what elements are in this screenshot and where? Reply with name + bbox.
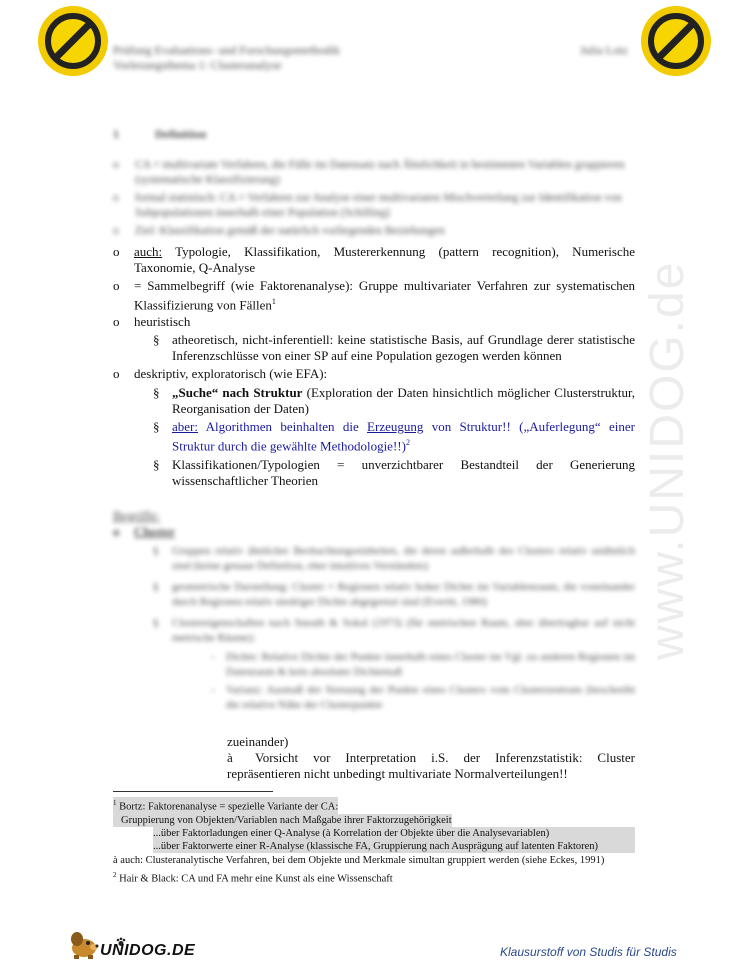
- auch-text: Typologie, Klassifikation, Mustererkennung (pattern recognition), Numerische Taxonomie, Q-Analyse: [134, 244, 635, 275]
- forbidden-sign-icon: [641, 6, 711, 76]
- list-item: o = Sammelbegriff (wie Faktorenanalyse): Gruppe multivariater Verfahren zur systematischen Klassifizierung von Fällen$^1$: [113, 278, 635, 313]
- suche-bold: „Suche“ nach Struktur: [172, 385, 303, 401]
- header-topic: Vorlesungsthema 1: Clusteranalyse: [113, 58, 282, 72]
- footnote-line: Gruppierung von Objekten/Variablen nach Maßgabe ihrer Faktorzugehörigkeit: [113, 814, 452, 827]
- list-item: o deskriptiv, exploratorisch (wie EFA):: [113, 366, 328, 382]
- footnote-1: $^1$ Bortz: Faktorenanalyse = spezielle Variante der CA:: [113, 799, 339, 813]
- sammelbegriff-text: = Sammelbegriff (wie Faktorenanalyse): Gruppe multivariater Verfahren zur systematischen Klassifizierung von Fällen: [134, 278, 635, 313]
- sub-item: § Klassifikationen/Typologien = unverzichtbarer Bestandteil der Generierung wissenschaftlicher Theorien: [153, 456, 635, 488]
- list-item: o Cluster: [113, 524, 176, 539]
- erzeugung-word: Erzeugung: [367, 419, 424, 435]
- aber-label: aber:: [172, 419, 198, 435]
- sub-item: § atheoretisch, nicht-inferentiell: keine statistische Basis, auf Grundlage derer statistische Inferenzschlüsse von einer SP auf eine Population gezogen werden können: [153, 332, 635, 364]
- deskriptiv-text: deskriptiv, exploratorisch (wie EFA):: [134, 366, 328, 382]
- footnote-2: $^2$ Hair & Black: CA und FA mehr eine Kunst als eine Wissenschaft: [113, 870, 393, 884]
- heuristisch-detail: atheoretisch, nicht-inferentiell: keine statistische Basis, auf Grundlage derer statistische Inferenzschlüsse von einer SP auf eine Population gezogen werden können: [172, 332, 635, 364]
- aber-text-end: von Struktur!! („Auferlegung“ einer Struktur durch die gewählte Methodologie!!): [172, 419, 635, 454]
- warning-note: [227, 750, 635, 782]
- klassifikation-text: Klassifikationen/Typologien = unverzichtbarer Bestandteil der Generierung wissenschaftlicher Theorien: [172, 456, 635, 488]
- sub-item: § Clustereigenschaften nach Sneath & Sokal (1973) (für metrischen Raum, aber übertragbar auf nicht metrische Räume):: [153, 617, 635, 644]
- unidog-logo: UNIDOG.DE: [100, 942, 196, 959]
- footnote-ref: 1: [271, 297, 276, 306]
- list-item: o auch: Typologie, Klassifikation, Mustererkennung (pattern recognition), Numerische Taxonomie, Q-Analyse: [113, 244, 635, 275]
- aber-text: Algorithmen beinhalten die: [197, 419, 368, 435]
- sub-item: § geometrische Darstellung: Cluster = Regionen relativ hoher Dichte im Variablenraum, die voneinander durch Regionen relativ niedriger Dichte abgegrenzt sind (Everitt, 1980): [153, 581, 635, 608]
- footnote-ref: 2: [405, 438, 410, 448]
- geometric-definition: geometrische Darstellung: Cluster = Regionen relativ hoher Dichte im Variablenraum, die voneinander durch Regionen relativ niedriger Dichte abgegrenzt sind (Everitt, 1980): [172, 581, 635, 608]
- footnotes: [113, 797, 635, 885]
- footnote-line: à auch: Clusteranalytische Verfahren, bei dem Objekte und Merkmale simultan gruppiert werden (siehe Eckes, 1991): [113, 854, 605, 866]
- footnote-line: ...über Faktorwerte einer R-Analyse (klassische FA, Gruppierung nach Ausprägung auf latenten Faktoren): [153, 840, 635, 853]
- dash-item: - Dichte: Relative Dichte der Punkte innerhalb eines Cluster im Vgl. zu anderen Regionen im Datenraum & kein absoluter Dichtemaß: [211, 651, 635, 678]
- footnote-line: ...über Faktorladungen einer Q-Analyse (à Korrelation der Objekte über die Analysevariablen): [153, 827, 635, 840]
- sub-item: § Gruppen relativ ähnlicher Beobachtungseinheiten, die deren außerhalb des Clusters relativ unähnlich sind (keine genaue Definition, eher intuitives Verständnis): [153, 545, 635, 572]
- begriffe-section: [113, 508, 635, 713]
- density-text: Dichte: Relative Dichte der Punkte innerhalb eines Cluster im Vgl. zu anderen Regionen im Datenraum & kein absoluter Dichtemaß: [226, 651, 635, 678]
- page-header: [113, 43, 473, 73]
- cluster-properties: Clustereigenschaften nach Sneath & Sokal (1973) (für metrischen Raum, aber übertragbar auf nicht metrische Räume):: [172, 617, 635, 644]
- blurred-definitions: o CA = multivariate Verfahren, die Fälle im Datensatz nach Ähnlichkeit in bestimmten Variablen gruppieren (systematische Klassifizierung) o formal statistisch: CA = Verfahren zur Analyse einer multivariaten Mischverteilung zur Identifikation von Subpopulationen innerhalb einer Population (Schilling) o Ziel: Klassifikation gemäß der natürlich vorliegenden Beziehungen: [113, 159, 625, 237]
- variance-text: Varianz: Ausmaß der Streuung der Punkte eines Clusters vom Clusterzentrum (beschreibt die relative Nähe der Clusterpunkte: [226, 684, 635, 711]
- variance-end: zueinander): [227, 734, 289, 749]
- sub-item: § aber: Algorithmen beinhalten die Erzeugung von Struktur!! („Auferlegung“ einer Struktur durch die gewählte Methodologie!!)$^2$: [153, 419, 635, 454]
- definition-line: Ziel: Klassifikation gemäß der natürlich vorliegenden Beziehungen: [135, 225, 445, 237]
- header-course: Prüfung Evaluations- und Forschungsmethodik: [113, 43, 340, 57]
- list-item: o heuristisch: [113, 314, 191, 330]
- begriffe-heading: Begriffe:: [113, 508, 160, 523]
- header-author: Julia Lotz: [580, 43, 628, 57]
- arrow-symbol: à: [227, 750, 233, 765]
- dog-mascot-icon: [66, 930, 102, 960]
- definition-list: [113, 244, 635, 489]
- dash-item: - Varianz: Ausmaß der Streuung der Punkte eines Clusters vom Clusterzentrum (beschreibt die relative Nähe der Clusterpunkte: [211, 684, 635, 711]
- sub-item: § „Suche“ nach Struktur (Exploration der Daten hinsichtlich möglicher Clusterstruktur, Reorganisation der Daten): [153, 385, 635, 417]
- footer-tagline: Klausurstoff von Studis für Studis: [500, 945, 677, 959]
- section-number: 1: [113, 127, 119, 141]
- auch-label: auch:: [134, 244, 163, 259]
- forbidden-sign-icon: [38, 6, 108, 76]
- warning-text: Vorsicht vor Interpretation i.S. der Inferenzstatistik: Cluster repräsentieren nicht unbedingt multivariate Normalverteilungen!!: [227, 750, 635, 781]
- suche-text: (Exploration der Daten hinsichtlich möglicher Clusterstruktur, Reorganisation der Daten): [172, 385, 635, 417]
- section-title: Definition: [155, 127, 207, 141]
- cluster-definition: Gruppen relativ ähnlicher Beobachtungseinheiten, die deren außerhalb des Clusters relativ unähnlich sind (keine genaue Definition, eher intuitives Verständnis): [172, 545, 635, 572]
- watermark: www.UNIDOG.de: [641, 260, 694, 660]
- heuristisch-text: heuristisch: [134, 314, 191, 330]
- definition-line: CA = multivariate Verfahren, die Fälle im Datensatz nach Ähnlichkeit in bestimmten Variablen gruppieren (systematische Klassifizierung): [135, 159, 625, 186]
- footnote-divider: [113, 791, 273, 792]
- definition-line: formal statistisch: CA = Verfahren zur Analyse einer multivariaten Mischverteilung zur Identifikation von Subpopulationen innerhalb einer Population (Schilling): [135, 192, 622, 219]
- cluster-term: Cluster: [134, 524, 176, 539]
